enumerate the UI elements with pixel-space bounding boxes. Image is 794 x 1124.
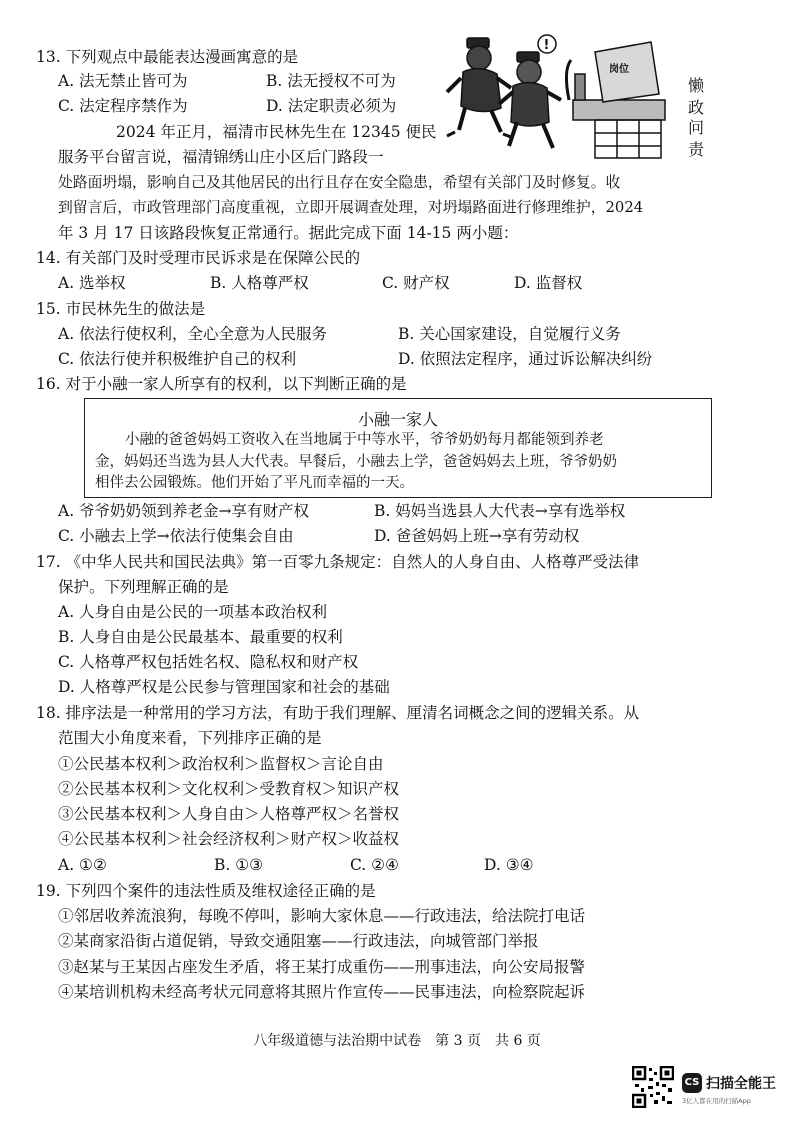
cartoon-drawing (445, 30, 677, 160)
q14-option-d: D. 监督权 (514, 274, 583, 292)
cartoon-nameplate (595, 42, 659, 102)
q15-option-b: B. 关心国家建设，自觉履行义务 (398, 325, 621, 343)
q14-option-b: B. 人格尊严权 (210, 274, 309, 292)
q19-stem: 19. 下列四个案件的违法性质及维权途径正确的是 (36, 882, 376, 900)
q14-option-c: C. 财产权 (382, 274, 450, 292)
q17-option-c: C. 人格尊严权包括姓名权、隐私权和财产权 (58, 653, 359, 671)
passage-line: 2024 年正月，福清市民林先生在 12345 便民 (116, 123, 437, 141)
q14-option-a: A. 选举权 (58, 274, 126, 292)
q13-option-c: C. 法定程序禁作为 (58, 97, 188, 115)
exclamation-icon (538, 35, 556, 53)
q15-option-d: D. 依照法定程序，通过诉讼解决纠纷 (398, 350, 653, 368)
q16-option-b: B. 妈妈当选县人大代表→享有选举权 (374, 502, 626, 520)
q18-option-d: D. ③④ (484, 856, 534, 874)
q19-item: ①邻居收养流浪狗，每晚不停叫，影响大家休息——行政违法，给法院打电话 (58, 907, 586, 925)
q16-material-box (84, 398, 712, 498)
q18-stem-line2: 范围大小角度来看，下列排序正确的是 (58, 729, 322, 747)
q16-option-a: A. 爷爷奶奶领到养老金→享有财产权 (58, 502, 310, 520)
q18-option-b: B. ①③ (214, 856, 264, 874)
q13-option-d: D. 法定职责必须为 (266, 97, 397, 115)
q13-option-b: B. 法无授权不可为 (266, 72, 396, 90)
q17-option-d: D. 人格尊严权是公民参与管理国家和社会的基础 (58, 678, 390, 696)
q13-stem: 13. 下列观点中最能表达漫画寓意的是 (36, 48, 299, 66)
passage-line: 到留言后，市政管理部门高度重视，立即开展调查处理，对坍塌路面进行修理维护，2024 (58, 199, 644, 216)
q17-option-a: A. 人身自由是公民的一项基本政治权利 (58, 603, 328, 621)
q17-stem-line1: 17. 《中华人民共和国民法典》第一百零九条规定：自然人的人身自由、人格尊严受法律 (36, 553, 640, 571)
q15-option-c: C. 依法行使并积极维护自己的权利 (58, 350, 297, 368)
cartoon-caption-char: 懒 (688, 76, 705, 95)
cartoon-caption-char: 问 (688, 118, 705, 137)
q15-stem: 15. 市民林先生的做法是 (36, 300, 206, 318)
cartoon-figure-left (447, 38, 511, 137)
q17-option-b: B. 人身自由是公民最基本、最重要的权利 (58, 628, 343, 646)
svg-text:!: ! (543, 38, 550, 53)
cartoon-figure-right (499, 52, 561, 148)
q17-stem-line2: 保护。下列理解正确的是 (58, 578, 229, 596)
scanner-name: 扫描全能王 (706, 1076, 776, 1092)
q16-box-line: 金，妈妈还当选为县人大代表。早餐后，小融去上学，爸爸妈妈去上班，爷爷奶奶 (95, 454, 617, 470)
q19-item: ③赵某与王某因占座发生矛盾，将王某打成重伤——刑事违法，向公安局报警 (58, 958, 586, 976)
cartoon-lazy-governance (445, 30, 677, 160)
qr-code-icon (632, 1066, 674, 1108)
q19-item: ②某商家沿街占道促销，导致交通阻塞——行政违法，向城管部门举报 (58, 932, 539, 950)
q16-option-d: D. 爸爸妈妈上班→享有劳动权 (374, 527, 580, 545)
q16-box-line: 小融的爸爸妈妈工资收入在当地属于中等水平，爷爷奶奶每月都能领到养老 (125, 432, 604, 448)
q18-item: ②公民基本权利＞文化权利＞受教育权＞知识产权 (58, 780, 400, 798)
passage-line: 年 3 月 17 日该路段恢复正常通行。据此完成下面 14-15 两小题： (58, 224, 519, 242)
nameplate-label: 岗位 (609, 64, 629, 75)
scanner-tagline: 3亿人都在用的扫描App (682, 1097, 751, 1105)
q13-option-a: A. 法无禁止皆可为 (58, 72, 188, 90)
q18-option-c: C. ②④ (350, 856, 399, 874)
q16-stem: 16. 对于小融一家人所享有的权利，以下判断正确的是 (36, 375, 407, 393)
page-footer: 八年级道德与法治期中试卷 第 3 页 共 6 页 (253, 1033, 541, 1049)
scanner-logo: CS (682, 1073, 702, 1093)
cartoon-caption-char: 政 (688, 98, 705, 117)
passage-line: 处路面坍塌，影响自己及其他居民的出行且存在安全隐患，希望有关部门及时修复。收 (58, 174, 621, 191)
q15-option-a: A. 依法行使权利，全心全意为人民服务 (58, 325, 328, 343)
passage-line: 服务平台留言说，福清锦绣山庄小区后门路段一 (58, 148, 384, 166)
q16-option-c: C. 小融去上学→依法行使集会自由 (58, 527, 294, 545)
q16-box-line: 相伴去公园锻炼。他们开始了平凡而幸福的一天。 (95, 475, 414, 491)
q18-item: ③公民基本权利＞人身自由＞人格尊严权＞名誉权 (58, 805, 400, 823)
q14-stem: 14. 有关部门及时受理市民诉求是在保障公民的 (36, 249, 361, 267)
cartoon-caption-char: 责 (688, 140, 705, 159)
q18-stem-line1: 18. 排序法是一种常用的学习方法，有助于我们理解、厘清名词概念之间的逻辑关系。从 (36, 704, 640, 722)
q19-item: ④某培训机构未经高考状元同意将其照片作宣传——民事违法，向检察院起诉 (58, 983, 586, 1001)
q18-item: ①公民基本权利＞政治权利＞监督权＞言论自由 (58, 755, 384, 773)
q18-item: ④公民基本权利＞社会经济权利＞财产权＞收益权 (58, 830, 400, 848)
q16-box-title: 小融一家人 (357, 410, 438, 429)
q18-option-a: A. ①② (58, 856, 107, 874)
